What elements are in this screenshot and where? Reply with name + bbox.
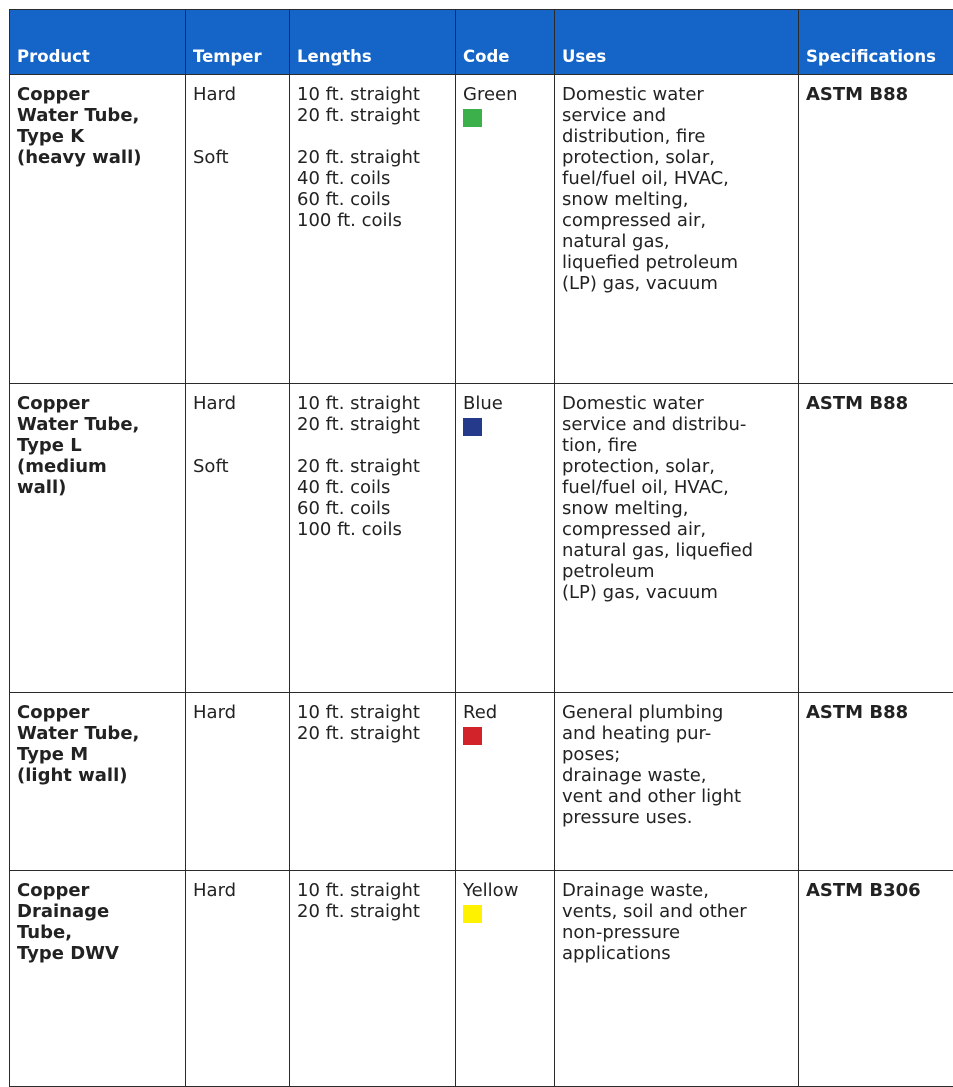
uses-cell: [555, 871, 799, 1087]
length-item: 10 ft. straight: [297, 702, 449, 723]
color-code-swatch: [463, 418, 482, 436]
length-item: 20 ft. straight: [297, 105, 449, 126]
length-item: 100 ft. coils: [297, 210, 449, 231]
length-item: 40 ft. coils: [297, 168, 449, 189]
header-lengths: Lengths: [290, 10, 456, 75]
uses-line: snow melting,: [562, 498, 792, 519]
product-line: Type DWV: [17, 943, 179, 964]
uses-cell: [555, 75, 799, 384]
color-code-swatch: [463, 905, 482, 923]
code-label: Yellow: [463, 880, 548, 901]
lengths-cell: [290, 75, 456, 384]
lengths-cell: [290, 693, 456, 871]
header-row: [10, 10, 953, 75]
lengths-cell: [290, 871, 456, 1087]
temper-soft: Soft: [193, 456, 283, 477]
length-item: 10 ft. straight: [297, 880, 449, 901]
uses-line: pressure uses.: [562, 807, 792, 828]
product-line: (heavy wall): [17, 147, 179, 168]
temper-cell: [186, 75, 290, 384]
header-code: Code: [456, 10, 555, 75]
uses-line: (LP) gas, vacuum: [562, 273, 792, 294]
uses-line: General plumbing: [562, 702, 792, 723]
length-item: 20 ft. straight: [297, 456, 449, 477]
temper-cell: [186, 693, 290, 871]
product-line: Type L: [17, 435, 179, 456]
length-item: 20 ft. straight: [297, 901, 449, 922]
uses-line: liquefied petroleum: [562, 252, 792, 273]
uses-line: non-pressure: [562, 922, 792, 943]
product-cell: [10, 384, 186, 693]
product-line: Type K: [17, 126, 179, 147]
product-line: Water Tube,: [17, 723, 179, 744]
product-line: wall): [17, 477, 179, 498]
product-line: (medium: [17, 456, 179, 477]
header-product: Product: [10, 10, 186, 75]
temper-soft: Soft: [193, 147, 283, 168]
length-item: 20 ft. straight: [297, 723, 449, 744]
table-row-type-dwv: [10, 871, 953, 1087]
temper-hard: Hard: [193, 702, 283, 723]
length-item: 20 ft. straight: [297, 147, 449, 168]
temper-hard: Hard: [193, 393, 283, 414]
spec-cell: ASTM B88: [799, 384, 953, 693]
uses-line: natural gas,: [562, 231, 792, 252]
product-cell: [10, 75, 186, 384]
code-cell: [456, 75, 555, 384]
temper-hard: Hard: [193, 880, 283, 901]
temper-cell: [186, 871, 290, 1087]
uses-line: snow melting,: [562, 189, 792, 210]
product-cell: [10, 871, 186, 1087]
uses-line: distribution, fire: [562, 126, 792, 147]
product-line: Water Tube,: [17, 105, 179, 126]
product-line: Copper: [17, 702, 179, 723]
lengths-cell: [290, 384, 456, 693]
length-item: 10 ft. straight: [297, 393, 449, 414]
code-label: Green: [463, 84, 548, 105]
code-label: Red: [463, 702, 548, 723]
uses-line: vents, soil and other: [562, 901, 792, 922]
header-uses: Uses: [555, 10, 799, 75]
uses-line: drainage waste,: [562, 765, 792, 786]
uses-line: compressed air,: [562, 519, 792, 540]
uses-line: poses;: [562, 744, 792, 765]
uses-line: service and: [562, 105, 792, 126]
length-item: 20 ft. straight: [297, 414, 449, 435]
uses-line: fuel/fuel oil, HVAC,: [562, 168, 792, 189]
uses-line: protection, solar,: [562, 147, 792, 168]
length-item: 40 ft. coils: [297, 477, 449, 498]
uses-cell: [555, 384, 799, 693]
spec-cell: ASTM B88: [799, 693, 953, 871]
uses-line: natural gas, liquefied: [562, 540, 792, 561]
table-row-type-k: [10, 75, 953, 384]
temper-hard: Hard: [193, 84, 283, 105]
code-cell: [456, 384, 555, 693]
product-line: Tube,: [17, 922, 179, 943]
uses-line: tion, fire: [562, 435, 792, 456]
copper-tube-table: [9, 9, 953, 1087]
header-temper: Temper: [186, 10, 290, 75]
code-cell: [456, 871, 555, 1087]
uses-line: and heating pur-: [562, 723, 792, 744]
length-item: 100 ft. coils: [297, 519, 449, 540]
product-line: (light wall): [17, 765, 179, 786]
product-line: Drainage: [17, 901, 179, 922]
length-item: 10 ft. straight: [297, 84, 449, 105]
table-row-type-l: [10, 384, 953, 693]
product-line: Copper: [17, 84, 179, 105]
code-cell: [456, 693, 555, 871]
uses-line: protection, solar,: [562, 456, 792, 477]
product-line: Copper: [17, 393, 179, 414]
spec-cell: ASTM B306: [799, 871, 953, 1087]
uses-cell: [555, 693, 799, 871]
code-label: Blue: [463, 393, 548, 414]
color-code-swatch: [463, 109, 482, 127]
uses-line: compressed air,: [562, 210, 792, 231]
temper-cell: [186, 384, 290, 693]
uses-line: Domestic water: [562, 393, 792, 414]
uses-line: service and distribu-: [562, 414, 792, 435]
uses-line: petroleum: [562, 561, 792, 582]
length-item: 60 ft. coils: [297, 498, 449, 519]
uses-line: (LP) gas, vacuum: [562, 582, 792, 603]
header-specifications: Specifications: [799, 10, 953, 75]
uses-line: fuel/fuel oil, HVAC,: [562, 477, 792, 498]
product-cell: [10, 693, 186, 871]
length-item: 60 ft. coils: [297, 189, 449, 210]
uses-line: Drainage waste,: [562, 880, 792, 901]
spec-cell: ASTM B88: [799, 75, 953, 384]
uses-line: vent and other light: [562, 786, 792, 807]
product-line: Water Tube,: [17, 414, 179, 435]
color-code-swatch: [463, 727, 482, 745]
product-line: Copper: [17, 880, 179, 901]
product-line: Type M: [17, 744, 179, 765]
table-row-type-m: [10, 693, 953, 871]
uses-line: applications: [562, 943, 792, 964]
uses-line: Domestic water: [562, 84, 792, 105]
